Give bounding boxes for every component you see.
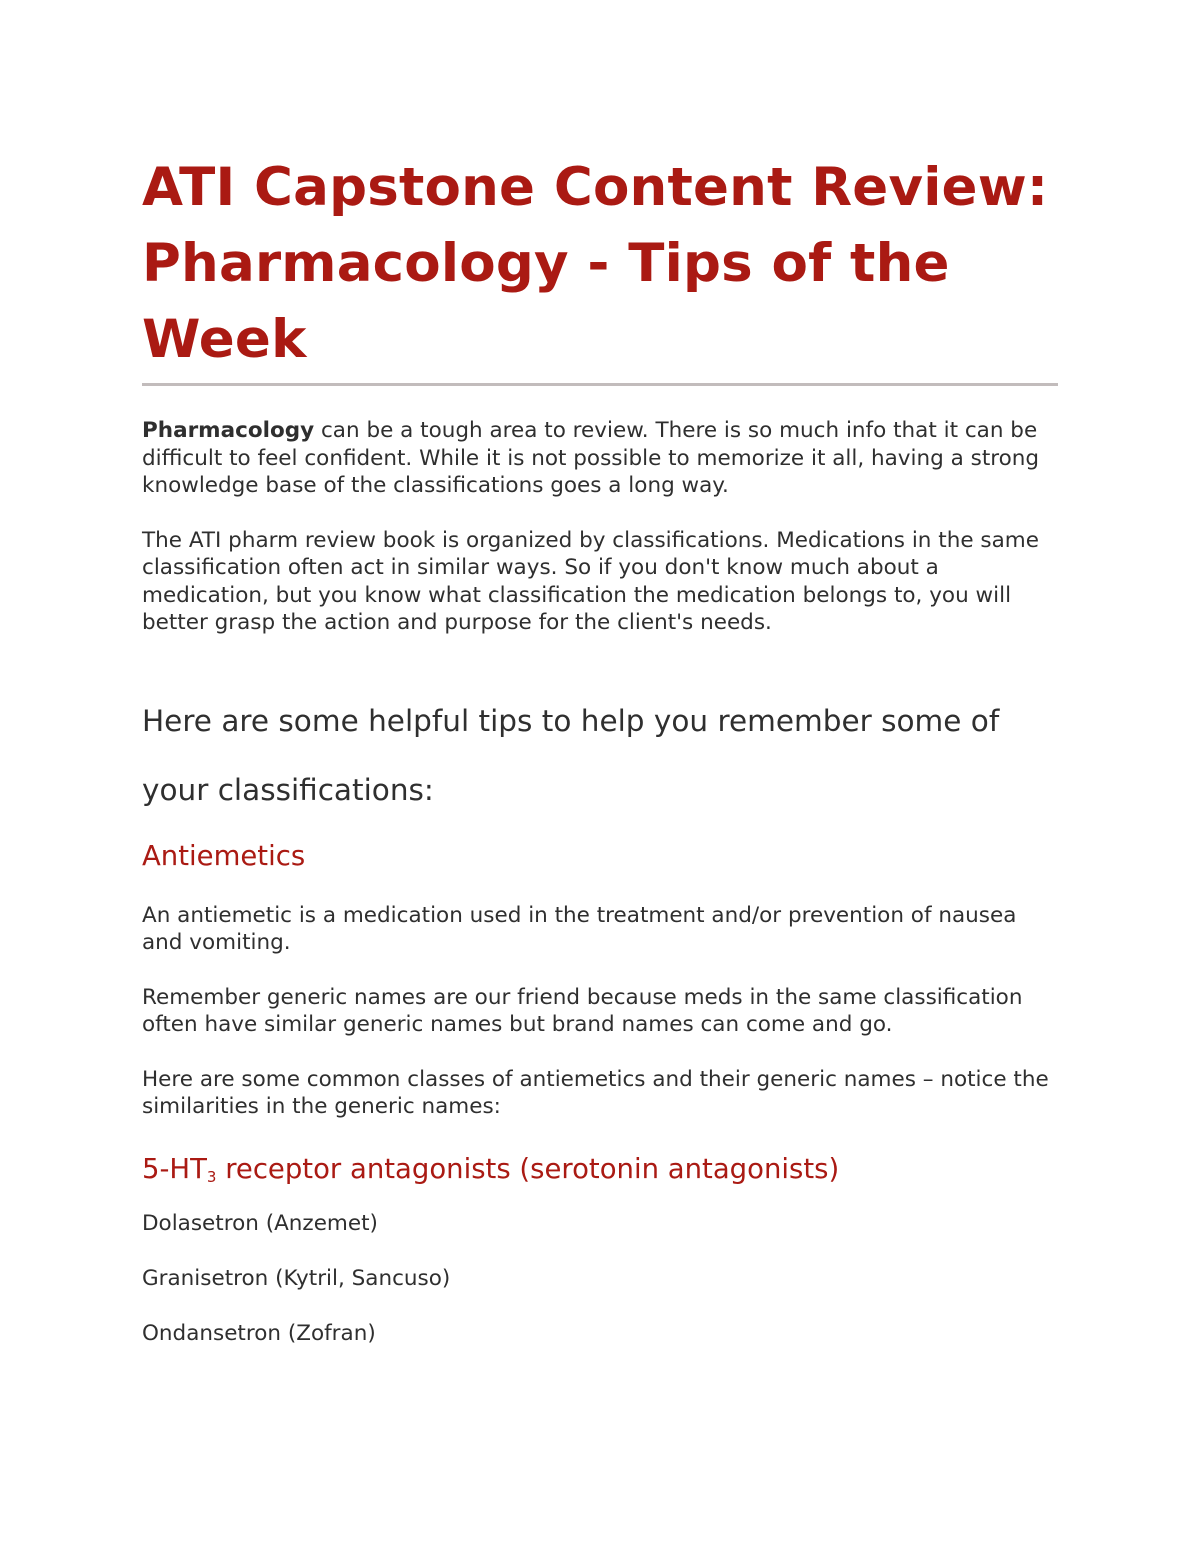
drug-item: Granisetron (Kytril, Sancuso) [142, 1265, 451, 1291]
classes-intro: Here are some common classes of antiemetics and their generic names – notice the similarities in the generic names: [142, 1066, 1049, 1119]
intro-bold-lead: Pharmacology [142, 418, 315, 443]
document-page [142, 150, 1058, 1375]
document-title: ATI Capstone Content Review: Pharmacology - Tips of the Week [142, 157, 1049, 370]
section-heading-antiemetics: Antiemetics [142, 839, 306, 872]
tips-heading: Here are some helpful tips to help you remember some of your classifications: [142, 703, 1000, 807]
drug-list [142, 1210, 1058, 1348]
intro-paragraph-1 [142, 417, 1058, 500]
intro-paragraph-1-text: can be a tough area to review. There is so much info that it can be difficult to feel confident. While it is not possible to memorize it all, having a strong knowledge base of the classifications goes a long way. [142, 418, 1040, 498]
subsection-heading-5ht3 [142, 1151, 1058, 1187]
antiemetic-definition: An antiemetic is a medication used in the treatment and/or prevention of nausea and vomiting. [142, 902, 1017, 955]
subsection-heading-suffix: receptor antagonists (serotonin antagonists) [216, 1152, 840, 1185]
generic-names-note: Remember generic names are our friend because meds in the same classification often have similar generic names but brand names can come and go. [142, 984, 1023, 1037]
subsection-heading-subscript: 3 [206, 1167, 217, 1186]
title-divider [142, 383, 1058, 386]
drug-item: Ondansetron (Zofran) [142, 1320, 376, 1346]
drug-item: Dolasetron (Anzemet) [142, 1210, 378, 1236]
subsection-heading-prefix: 5-HT [142, 1152, 207, 1185]
intro-paragraph-2: The ATI pharm review book is organized by classifications. Medications in the same classification often act in similar ways. So if you don't know much about a medication, but you know what classification the medication belongs to, you will better grasp the action and purpose for the client's needs. [142, 527, 1039, 635]
